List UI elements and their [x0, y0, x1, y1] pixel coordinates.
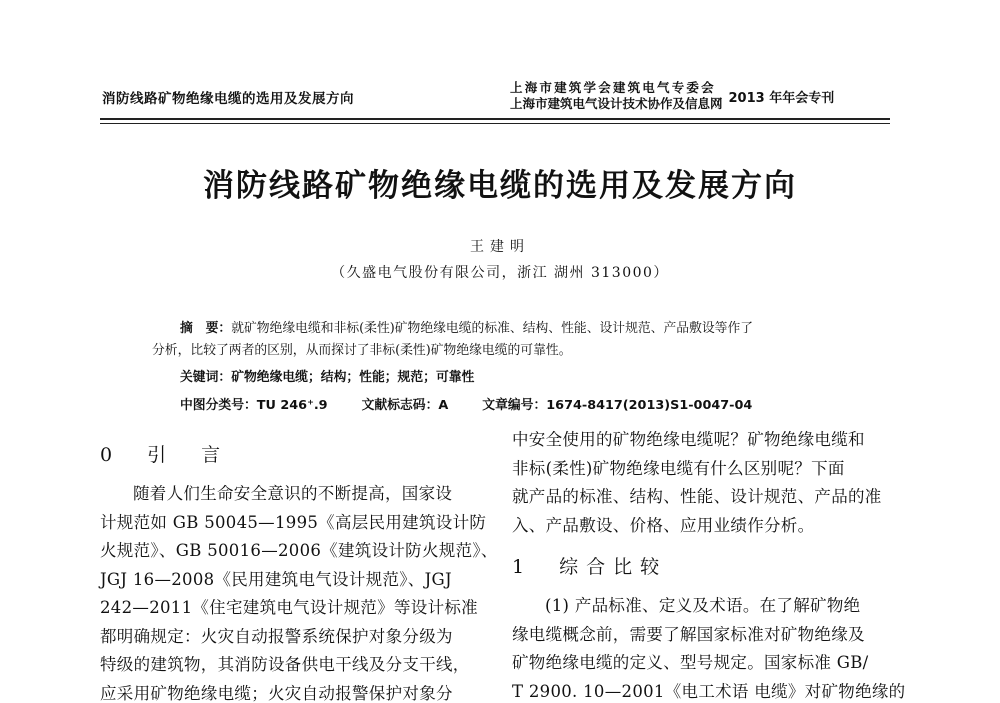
body-line: 242—2011《住宅建筑电气设计规范》等设计标准	[100, 598, 478, 617]
body-line: 非标(柔性)矿物绝缘电缆有什么区别呢？下面	[512, 458, 845, 478]
clc-number: 中图分类号：TU 246⁺.9	[180, 398, 328, 413]
header-rule-thin	[100, 123, 890, 124]
body-line: 中安全使用的矿物绝缘电缆呢？矿物绝缘电缆和	[512, 430, 865, 449]
abstract-label: 摘 要：	[180, 321, 232, 336]
left-column	[100, 438, 498, 703]
author-name: 王建明	[470, 239, 530, 255]
body-line: T 2900. 10—2001《电工术语 电缆》对矿物绝缘的	[512, 681, 906, 701]
body-line: JGJ 16—2008《民用建筑电气设计规范》、JGJ	[100, 569, 452, 589]
organization-line-2: 上海市建筑电气设计技术协作及信息网	[510, 96, 723, 111]
author-affiliation: （久盛电气股份有限公司，浙江 湖州 313000）	[331, 265, 669, 281]
keywords-text: 矿物绝缘电缆；结构；性能；规范；可靠性	[231, 370, 475, 385]
body-line: 缘电缆概念前，需要了解国家标准对矿物绝缘及	[512, 624, 865, 644]
body-line: 矿物绝缘电缆的定义、型号规定。国家标准 GB/	[512, 653, 869, 672]
running-header-journal	[510, 80, 834, 112]
special-issue-label: 2013 年年会专刊	[728, 90, 835, 106]
body-line: 就产品的标准、结构、性能、设计规范、产品的准	[512, 487, 882, 506]
running-header-title: 消防线路矿物绝缘电缆的选用及发展方向	[102, 91, 354, 107]
abstract-line-2: 分析，比较了两者的区别，从而探讨了非标(柔性)矿物绝缘电缆的可靠性。	[152, 343, 572, 358]
body-line: 火规范》、GB 50016—2006《建筑设计防火规范》、	[100, 541, 498, 560]
article-number: 文章编号：1674-8417(2013)S1-0047-04	[482, 398, 753, 413]
body-line: (1) 产品标准、定义及术语。在了解矿物绝	[545, 596, 861, 615]
body-line: 入、产品敷设、价格、应用业绩作分析。	[512, 515, 815, 535]
classification-line	[180, 394, 752, 413]
body-line: 随着人们生命安全意识的不断提高，国家设	[133, 484, 453, 503]
section-heading-comparison: 1 综合比较	[512, 556, 668, 578]
section-heading-introduction: 0 引 言	[100, 444, 229, 466]
organization-line-1: 上海市建筑学会建筑电气专委会	[510, 80, 716, 95]
body-line: 计规范如 GB 50045—1995《高层民用建筑设计防	[100, 512, 487, 532]
keywords-label: 关键词：	[180, 370, 232, 385]
journal-organizations	[510, 80, 723, 112]
abstract	[152, 318, 862, 362]
header-rule-thick	[100, 118, 890, 120]
paper-title: 消防线路矿物绝缘电缆的选用及发展方向	[203, 168, 797, 204]
body-line: 应采用矿物绝缘电缆；火灾自动报警保护对象分	[100, 683, 453, 703]
right-column	[512, 426, 906, 703]
body-line: 都明确规定：火灾自动报警系统保护对象分级为	[100, 626, 453, 646]
keywords	[180, 366, 474, 385]
body-line: 特级的建筑物，其消防设备供电干线及分支干线，	[100, 655, 470, 674]
abstract-line-1: 就矿物绝缘电缆和非标(柔性)矿物绝缘电缆的标准、结构、性能、设计规范、产品敷设等作了	[231, 321, 754, 336]
document-code: 文献标志码：A	[361, 398, 449, 413]
